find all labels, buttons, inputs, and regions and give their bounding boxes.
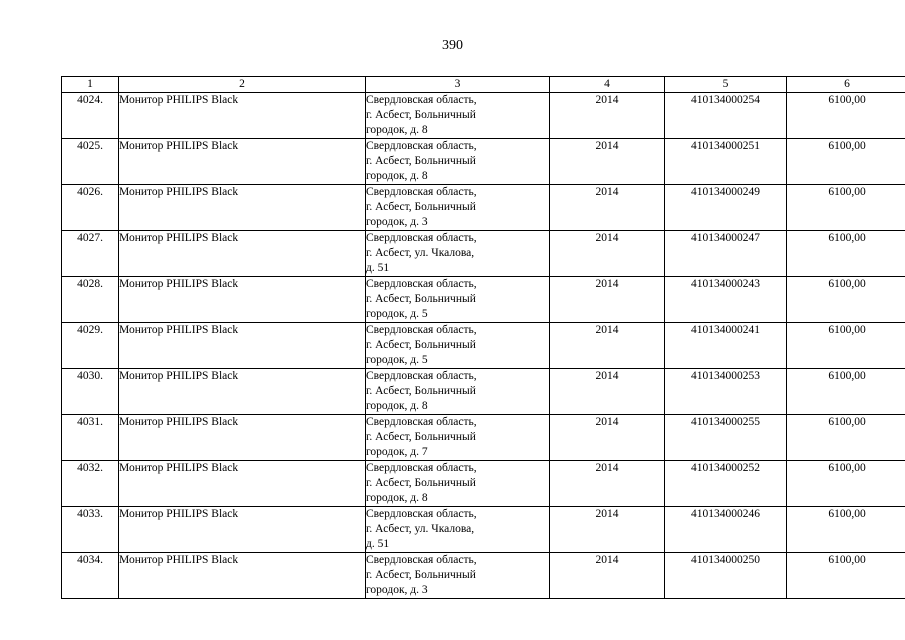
address-line: Свердловская область, — [366, 232, 477, 244]
column-number-4: 4 — [550, 77, 665, 93]
year-cell: 2014 — [550, 507, 665, 553]
column-number-2: 2 — [119, 77, 366, 93]
year-cell: 2014 — [550, 139, 665, 185]
table-row — [62, 231, 905, 277]
address-cell — [366, 553, 550, 599]
inventory-number-cell: 410134000255 — [665, 415, 787, 461]
address-line: городок, д. 3 — [366, 216, 428, 228]
address-line: городок, д. 8 — [366, 492, 428, 504]
item-name-cell: Монитор PHILIPS Black — [119, 277, 366, 323]
address-cell — [366, 139, 550, 185]
year-cell: 2014 — [550, 461, 665, 507]
address-line: городок, д. 8 — [366, 124, 428, 136]
cost-cell: 6100,00 — [787, 277, 905, 323]
address-cell — [366, 277, 550, 323]
row-number-cell: 4025. — [62, 139, 119, 185]
address-line: г. Асбест, Больничный — [366, 431, 476, 443]
table-row — [62, 93, 905, 139]
address-cell — [366, 185, 550, 231]
table-body — [62, 93, 905, 599]
item-name-cell: Монитор PHILIPS Black — [119, 231, 366, 277]
table-row — [62, 185, 905, 231]
address-line: городок, д. 8 — [366, 400, 428, 412]
row-number-cell: 4028. — [62, 277, 119, 323]
address-line: г. Асбест, Больничный — [366, 477, 476, 489]
item-name-cell: Монитор PHILIPS Black — [119, 185, 366, 231]
row-number-cell: 4033. — [62, 507, 119, 553]
address-line: Свердловская область, — [366, 94, 477, 106]
item-name-cell: Монитор PHILIPS Black — [119, 553, 366, 599]
table-row — [62, 139, 905, 185]
address-line: городок, д. 5 — [366, 308, 428, 320]
item-name-cell: Монитор PHILIPS Black — [119, 93, 366, 139]
row-number-cell: 4029. — [62, 323, 119, 369]
item-name-cell: Монитор PHILIPS Black — [119, 415, 366, 461]
year-cell: 2014 — [550, 415, 665, 461]
address-line: городок, д. 8 — [366, 170, 428, 182]
column-number-5: 5 — [665, 77, 787, 93]
inventory-number-cell: 410134000246 — [665, 507, 787, 553]
address-line: Свердловская область, — [366, 370, 477, 382]
address-line: городок, д. 7 — [366, 446, 428, 458]
address-line: Свердловская область, — [366, 508, 477, 520]
cost-cell: 6100,00 — [787, 139, 905, 185]
inventory-number-cell: 410134000251 — [665, 139, 787, 185]
inventory-number-cell: 410134000252 — [665, 461, 787, 507]
table-row — [62, 507, 905, 553]
row-number-cell: 4030. — [62, 369, 119, 415]
address-line: д. 51 — [366, 538, 390, 550]
column-number-3: 3 — [366, 77, 550, 93]
address-line: г. Асбест, ул. Чкалова, — [366, 247, 475, 259]
year-cell: 2014 — [550, 93, 665, 139]
address-line: г. Асбест, Больничный — [366, 339, 476, 351]
column-number-6: 6 — [787, 77, 905, 93]
address-line: г. Асбест, Больничный — [366, 385, 476, 397]
property-registry-table — [61, 76, 905, 599]
year-cell: 2014 — [550, 553, 665, 599]
address-cell — [366, 415, 550, 461]
cost-cell: 6100,00 — [787, 461, 905, 507]
item-name-cell: Монитор PHILIPS Black — [119, 369, 366, 415]
table-row — [62, 553, 905, 599]
year-cell: 2014 — [550, 185, 665, 231]
cost-cell: 6100,00 — [787, 231, 905, 277]
address-cell — [366, 323, 550, 369]
address-line: г. Асбест, Больничный — [366, 201, 476, 213]
year-cell: 2014 — [550, 369, 665, 415]
table-row — [62, 277, 905, 323]
address-cell — [366, 461, 550, 507]
cost-cell: 6100,00 — [787, 415, 905, 461]
inventory-number-cell: 410134000243 — [665, 277, 787, 323]
address-line: г. Асбест, Больничный — [366, 569, 476, 581]
cost-cell: 6100,00 — [787, 369, 905, 415]
address-line: г. Асбест, Больничный — [366, 293, 476, 305]
row-number-cell: 4024. — [62, 93, 119, 139]
cost-cell: 6100,00 — [787, 553, 905, 599]
address-line: Свердловская область, — [366, 416, 477, 428]
address-line: городок, д. 5 — [366, 354, 428, 366]
address-cell — [366, 231, 550, 277]
address-line: Свердловская область, — [366, 324, 477, 336]
table-row — [62, 461, 905, 507]
address-line: Свердловская область, — [366, 186, 477, 198]
inventory-number-cell: 410134000253 — [665, 369, 787, 415]
address-line: г. Асбест, Больничный — [366, 109, 476, 121]
row-number-cell: 4027. — [62, 231, 119, 277]
inventory-number-cell: 410134000254 — [665, 93, 787, 139]
item-name-cell: Монитор PHILIPS Black — [119, 461, 366, 507]
column-number-row — [62, 77, 905, 93]
address-line: городок, д. 3 — [366, 584, 428, 596]
address-cell — [366, 369, 550, 415]
row-number-cell: 4026. — [62, 185, 119, 231]
cost-cell: 6100,00 — [787, 507, 905, 553]
inventory-number-cell: 410134000250 — [665, 553, 787, 599]
year-cell: 2014 — [550, 277, 665, 323]
row-number-cell: 4034. — [62, 553, 119, 599]
item-name-cell: Монитор PHILIPS Black — [119, 323, 366, 369]
row-number-cell: 4032. — [62, 461, 119, 507]
table-row — [62, 323, 905, 369]
address-line: Свердловская область, — [366, 554, 477, 566]
address-cell — [366, 507, 550, 553]
cost-cell: 6100,00 — [787, 323, 905, 369]
inventory-number-cell: 410134000241 — [665, 323, 787, 369]
page-number: 390 — [442, 38, 463, 53]
address-cell — [366, 93, 550, 139]
item-name-cell: Монитор PHILIPS Black — [119, 507, 366, 553]
row-number-cell: 4031. — [62, 415, 119, 461]
column-number-1: 1 — [62, 77, 119, 93]
cost-cell: 6100,00 — [787, 185, 905, 231]
address-line: д. 51 — [366, 262, 390, 274]
cost-cell: 6100,00 — [787, 93, 905, 139]
address-line: Свердловская область, — [366, 278, 477, 290]
inventory-number-cell: 410134000247 — [665, 231, 787, 277]
item-name-cell: Монитор PHILIPS Black — [119, 139, 366, 185]
table-row — [62, 415, 905, 461]
address-line: Свердловская область, — [366, 462, 477, 474]
inventory-number-cell: 410134000249 — [665, 185, 787, 231]
address-line: г. Асбест, Больничный — [366, 155, 476, 167]
address-line: г. Асбест, ул. Чкалова, — [366, 523, 475, 535]
address-line: Свердловская область, — [366, 140, 477, 152]
table-row — [62, 369, 905, 415]
year-cell: 2014 — [550, 231, 665, 277]
year-cell: 2014 — [550, 323, 665, 369]
